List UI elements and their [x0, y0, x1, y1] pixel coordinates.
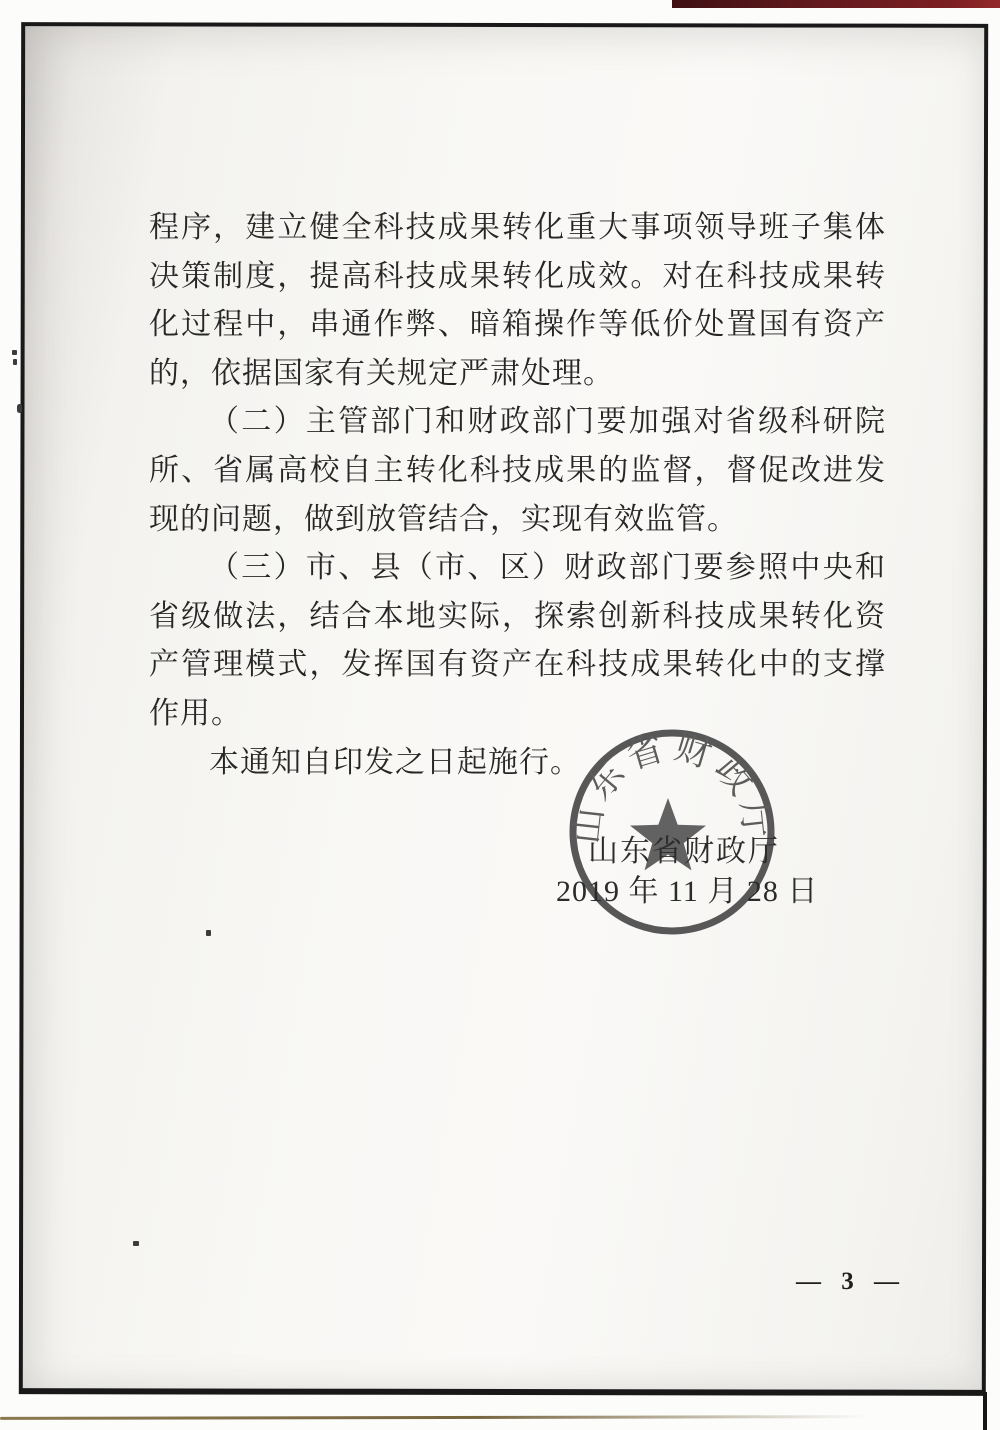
- scan-edge-brown-line: [0, 1415, 868, 1420]
- issue-date: 2019 年 11 月 28 日: [556, 875, 819, 908]
- scan-speck: [13, 359, 17, 365]
- scan-speck: [133, 1241, 139, 1246]
- paragraph-continuation: 程序，建立健全科技成果转化重大事项领导班子集体决策制度，提高科技成果转化成效。对在科技成果转化过程中，串通作弊、暗箱操作等低价处置国有资产的，依据国家有关规定严肃处理。: [149, 211, 886, 390]
- page-number: — 3 —: [796, 1268, 902, 1295]
- scan-speck: [206, 930, 211, 936]
- scan-edge-red-strip: [672, 0, 1000, 8]
- seal-arc-text: 山东省财政厅: [566, 726, 778, 846]
- paragraph-effective-date: 本通知自印发之日起施行。: [209, 745, 581, 779]
- paragraph-item-2: （二）主管部门和财政部门要加强对省级科研院所、省属高校自主转化科技成果的监督，督促改进发现的问题，做到放管结合，实现有效监管。: [149, 405, 886, 536]
- scan-speck: [17, 404, 22, 413]
- paragraph-item-3: （三）市、县（市、区）财政部门要参照中央和省级做法，结合本地实际，探索创新科技成果转化资产管理模式，发挥国有资产在科技成果转化中的支撑作用。: [149, 551, 886, 730]
- scan-speck: [12, 350, 17, 355]
- scan-border-tail: [983, 1392, 987, 1430]
- issuer-name: 山东省财政厅: [588, 835, 780, 868]
- document-body: [149, 204, 886, 787]
